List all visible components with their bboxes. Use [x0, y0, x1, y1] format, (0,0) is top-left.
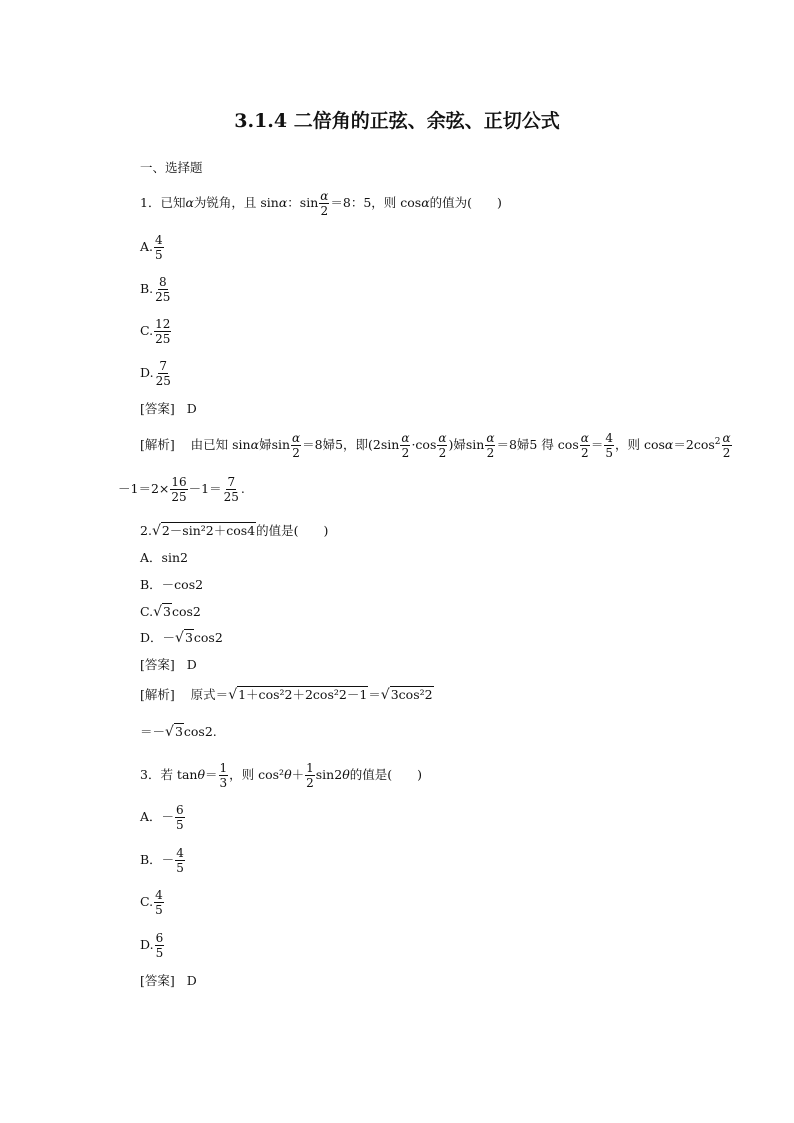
question-1-explanation: [解析] 由已知 sinα婦sin $\frac{\alpha}{2}$ ＝8婦5，即(2sin $\frac{\alpha}{2}$ ·cos $\frac{\alpha}{2}$ )婦sin $\frac{\alpha}{2}$ ＝8婦5 得 cos $\frac{\alpha}{2}$ ＝ $\frac{4}{5}$ ，则 $\cos\alpha=2\cos^2$ $\frac{\alpha}{2}$	[140, 431, 731, 460]
fraction: $\frac{4}{5}$	[176, 846, 184, 875]
question-1-explanation-cont: －1＝2× $\frac{16}{25}$ －1＝ $\frac{7}{25}$ .	[118, 475, 245, 504]
question-1-option-d: D. $\frac{7}{25}$	[140, 359, 171, 388]
question-2-option-d: D．－√3cos2	[140, 630, 223, 646]
square-root: √3cos²2	[380, 687, 433, 703]
page-title: 3.1.4 二倍角的正弦、余弦、正切公式	[234, 110, 560, 132]
fraction: $\frac{7}{25}$	[223, 475, 239, 504]
fraction: $\frac{4}{5}$	[155, 888, 163, 917]
fraction: $\frac{1}{2}$	[306, 761, 314, 790]
question-1-option-b: B. $\frac{8}{25}$	[140, 275, 171, 304]
question-3-stem: 3．若 tanθ＝ $\frac{1}{3}$ ，则 cos²θ＋ $\frac{1}{2}$ sin2θ的值是( )	[140, 761, 422, 790]
fraction: $\frac{\alpha}{2}$	[320, 189, 329, 218]
fraction: $\frac{\alpha}{2}$	[401, 431, 410, 460]
fraction: $\frac{4}{5}$	[155, 233, 163, 262]
square-root: √3	[175, 630, 193, 646]
question-2-option-b: B．－cos2	[140, 577, 204, 592]
fraction: $\frac{6}{5}$	[176, 803, 184, 832]
fraction: $\frac{\alpha}{2}$	[486, 431, 495, 460]
square-root: √3	[165, 724, 183, 740]
question-3-option-b: B．－ $\frac{4}{5}$	[140, 846, 184, 875]
fraction: $\frac{12}{25}$	[155, 317, 171, 346]
fraction: $\frac{6}{5}$	[155, 931, 164, 960]
fraction: $\frac{\alpha}{2}$	[580, 431, 589, 460]
question-1-stem: 1．已知α为锐角，且 sinα：sin $\frac{\alpha}{2}$ ＝8：5，则 cosα的值为( )	[140, 189, 502, 218]
question-3-option-a: A．－ $\frac{6}{5}$	[140, 803, 184, 832]
fraction: $\frac{\alpha}{2}$	[292, 431, 301, 460]
fraction: $\frac{\alpha}{2}$	[438, 431, 447, 460]
fraction: $\frac{1}{3}$	[219, 761, 228, 790]
question-2-option-c: C.√3cos2	[140, 604, 201, 620]
fraction: $\frac{8}{25}$	[155, 275, 171, 304]
section-heading: 一、选择题	[140, 160, 203, 175]
question-3-option-c: C. $\frac{4}{5}$	[140, 888, 163, 917]
question-1-option-a: A. $\frac{4}{5}$	[140, 233, 163, 262]
square-root: √2－sin²2＋cos4	[151, 523, 256, 539]
question-3-option-d: D. $\frac{6}{5}$	[140, 931, 164, 960]
question-2-explanation: [解析] 原式＝√1＋cos²2＋2cos²2－1＝√3cos²2	[140, 687, 433, 703]
fraction: $\frac{16}{25}$	[171, 475, 187, 504]
fraction: $\frac{4}{5}$	[605, 431, 613, 460]
square-root: √1＋cos²2＋2cos²2－1	[228, 687, 368, 703]
fraction: $\frac{\alpha}{2}$	[722, 431, 731, 460]
question-2-stem: 2.√2－sin²2＋cos4的值是( )	[140, 523, 329, 539]
question-2-answer: [答案] D	[140, 657, 197, 672]
square-root: √3	[153, 604, 171, 620]
question-3-answer: [答案] D	[140, 973, 197, 988]
question-2-explanation-cont: ＝－√3cos2.	[140, 724, 217, 740]
question-1-option-c: C. $\frac{12}{25}$	[140, 317, 171, 346]
question-1-answer: [答案] D	[140, 401, 197, 416]
fraction: $\frac{7}{25}$	[155, 359, 171, 388]
question-2-option-a: A．sin2	[140, 550, 188, 565]
